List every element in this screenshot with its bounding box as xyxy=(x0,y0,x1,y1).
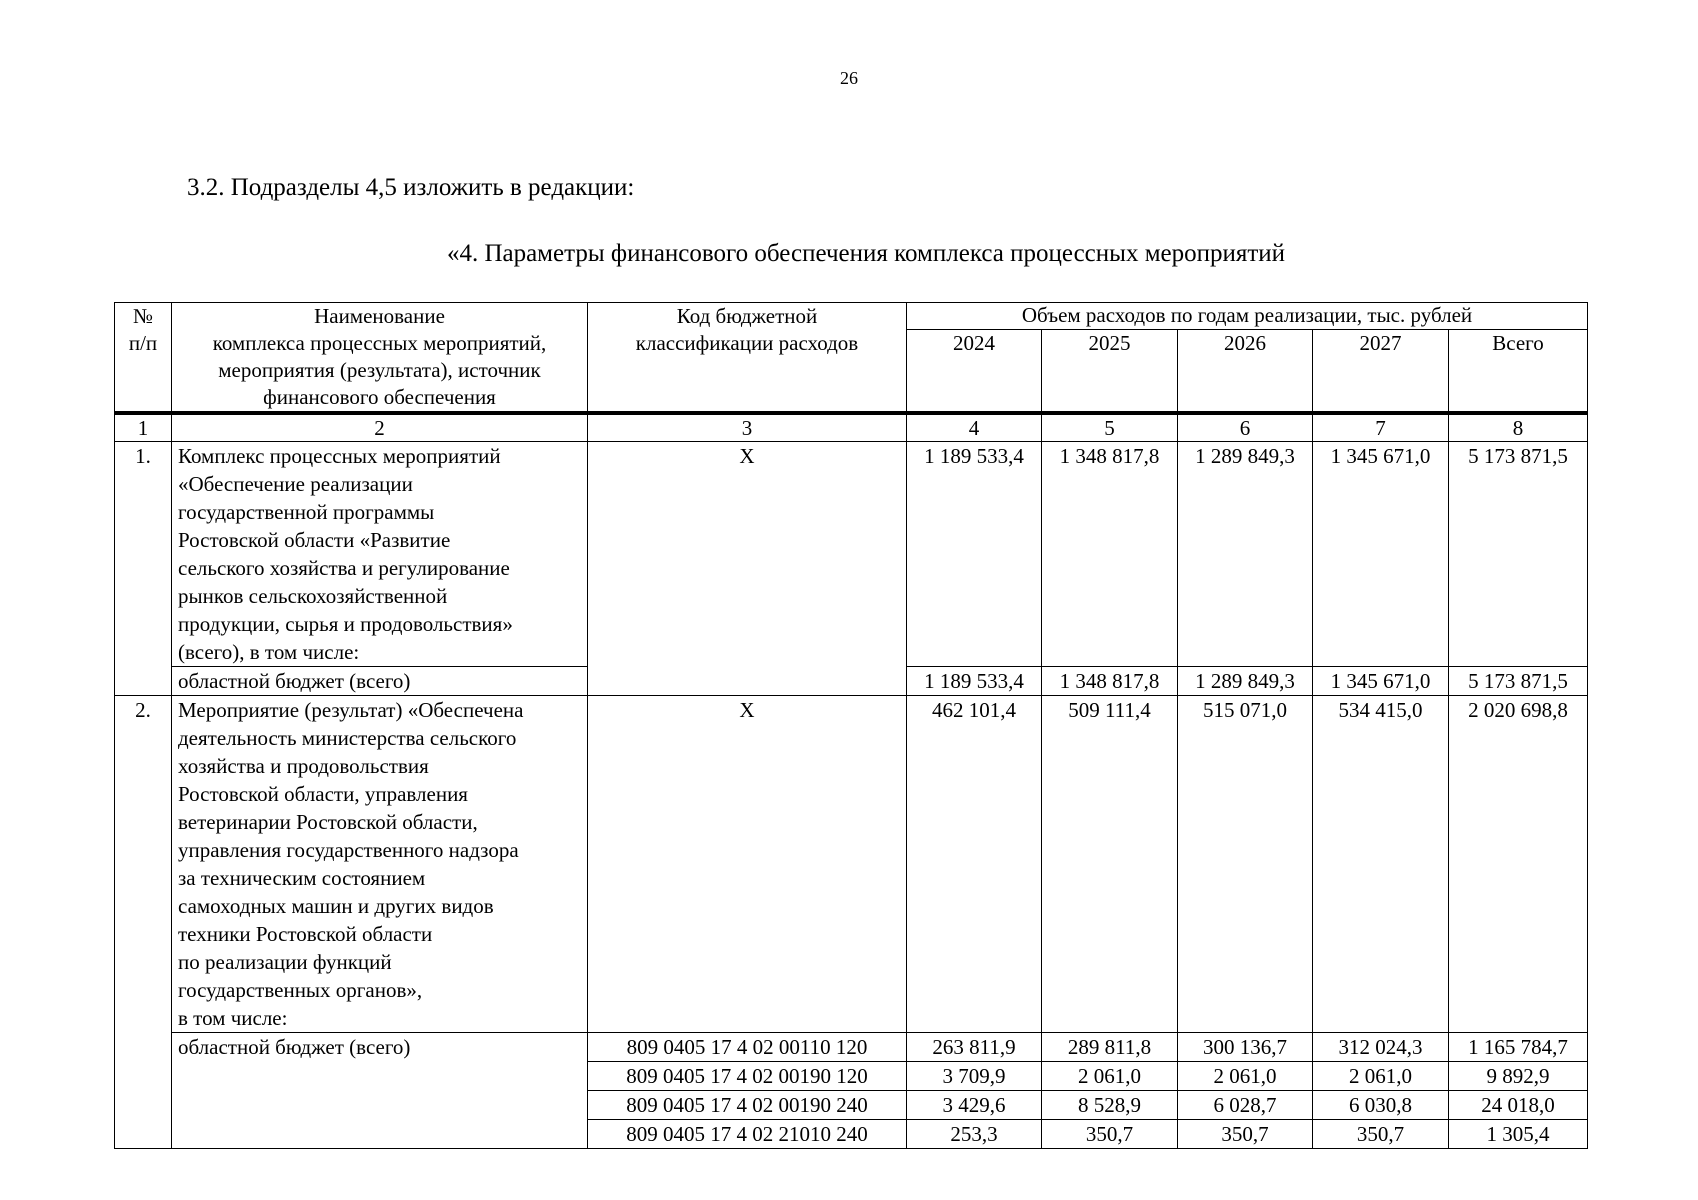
column-number: 4 xyxy=(907,413,1042,442)
value-2024: 3 429,6 xyxy=(907,1091,1042,1120)
value-2024: 1 189 533,4 xyxy=(907,442,1042,667)
row-subname: областной бюджет (всего) xyxy=(172,667,588,696)
value-2025: 289 811,8 xyxy=(1042,1033,1178,1062)
budget-code: 809 0405 17 4 02 21010 240 xyxy=(588,1120,907,1149)
header-name: Наименование комплекса процессных мероприятий, мероприятия (результата), источник финансового обеспечения xyxy=(172,303,588,414)
column-number: 3 xyxy=(588,413,907,442)
value-2027: 312 024,3 xyxy=(1313,1033,1449,1062)
value-total: 2 020 698,8 xyxy=(1449,696,1588,1033)
section-title: «4. Параметры финансового обеспечения комплекса процессных мероприятий xyxy=(446,240,1286,267)
value-2027: 2 061,0 xyxy=(1313,1062,1449,1091)
value-2027: 6 030,8 xyxy=(1313,1091,1449,1120)
value-total: 24 018,0 xyxy=(1449,1091,1588,1120)
row-name: Мероприятие (результат) «Обеспечена деятельность министерства сельского хозяйства и продовольствия Ростовской области, управления ветеринарии Ростовской области, управления государственного надзора за техническим состоянием самоходных машин и других видов техники Ростовской области по реализации функций государственных органов», в том числе: xyxy=(172,696,588,1033)
row-number: 2. xyxy=(115,696,172,1149)
column-number-row xyxy=(115,413,1588,442)
header-year-2027: 2027 xyxy=(1313,329,1449,413)
column-number: 2 xyxy=(172,413,588,442)
value-2024: 3 709,9 xyxy=(907,1062,1042,1091)
header-year-2024: 2024 xyxy=(907,329,1042,413)
column-number: 7 xyxy=(1313,413,1449,442)
value-2024: 462 101,4 xyxy=(907,696,1042,1033)
value-2027: 1 345 671,0 xyxy=(1313,667,1449,696)
value-2024: 1 189 533,4 xyxy=(907,667,1042,696)
value-2026: 300 136,7 xyxy=(1178,1033,1313,1062)
value-2027: 1 345 671,0 xyxy=(1313,442,1449,667)
header-code: Код бюджетной классификации расходов xyxy=(588,303,907,414)
page-number: 26 xyxy=(840,68,858,88)
column-number: 1 xyxy=(115,413,172,442)
table-row xyxy=(115,442,1588,667)
financing-table xyxy=(114,302,1588,1149)
budget-code: 809 0405 17 4 02 00190 240 xyxy=(588,1091,907,1120)
value-2026: 515 071,0 xyxy=(1178,696,1313,1033)
value-2025: 509 111,4 xyxy=(1042,696,1178,1033)
value-2026: 6 028,7 xyxy=(1178,1091,1313,1120)
value-2026: 2 061,0 xyxy=(1178,1062,1313,1091)
value-total: 1 165 784,7 xyxy=(1449,1033,1588,1062)
value-total: 5 173 871,5 xyxy=(1449,442,1588,667)
header-num: № п/п xyxy=(115,303,172,414)
budget-code: 809 0405 17 4 02 00110 120 xyxy=(588,1033,907,1062)
row-name: Комплекс процессных мероприятий «Обеспечение реализации государственной программы Ростовской области «Развитие сельского хозяйства и регулирование рынков сельскохозяйственной продукции, сырья и продовольствия» (всего), в том числе: xyxy=(172,442,588,667)
value-2024: 253,3 xyxy=(907,1120,1042,1149)
value-total: 5 173 871,5 xyxy=(1449,667,1588,696)
header-volume: Объем расходов по годам реализации, тыс. рублей xyxy=(907,303,1588,330)
column-number: 8 xyxy=(1449,413,1588,442)
value-2026: 1 289 849,3 xyxy=(1178,667,1313,696)
value-total: 1 305,4 xyxy=(1449,1120,1588,1149)
header-row-1 xyxy=(115,303,1588,330)
column-number: 5 xyxy=(1042,413,1178,442)
value-2025: 1 348 817,8 xyxy=(1042,667,1178,696)
value-2025: 8 528,9 xyxy=(1042,1091,1178,1120)
value-2027: 350,7 xyxy=(1313,1120,1449,1149)
header-year-2025: 2025 xyxy=(1042,329,1178,413)
row-number: 1. xyxy=(115,442,172,696)
row-subname: областной бюджет (всего) xyxy=(172,1033,588,1149)
table-row xyxy=(115,696,1588,1033)
column-number: 6 xyxy=(1178,413,1313,442)
value-total: 9 892,9 xyxy=(1449,1062,1588,1091)
header-year-2026: 2026 xyxy=(1178,329,1313,413)
intro-text: 3.2. Подразделы 4,5 изложить в редакции: xyxy=(187,174,635,201)
budget-code: 809 0405 17 4 02 00190 120 xyxy=(588,1062,907,1091)
value-2025: 2 061,0 xyxy=(1042,1062,1178,1091)
value-2027: 534 415,0 xyxy=(1313,696,1449,1033)
value-2024: 263 811,9 xyxy=(907,1033,1042,1062)
row-code: X xyxy=(588,442,907,696)
value-2026: 1 289 849,3 xyxy=(1178,442,1313,667)
header-total: Всего xyxy=(1449,329,1588,413)
value-2025: 350,7 xyxy=(1042,1120,1178,1149)
value-2025: 1 348 817,8 xyxy=(1042,442,1178,667)
value-2026: 350,7 xyxy=(1178,1120,1313,1149)
row-code: X xyxy=(588,696,907,1033)
table-row xyxy=(115,1033,1588,1062)
